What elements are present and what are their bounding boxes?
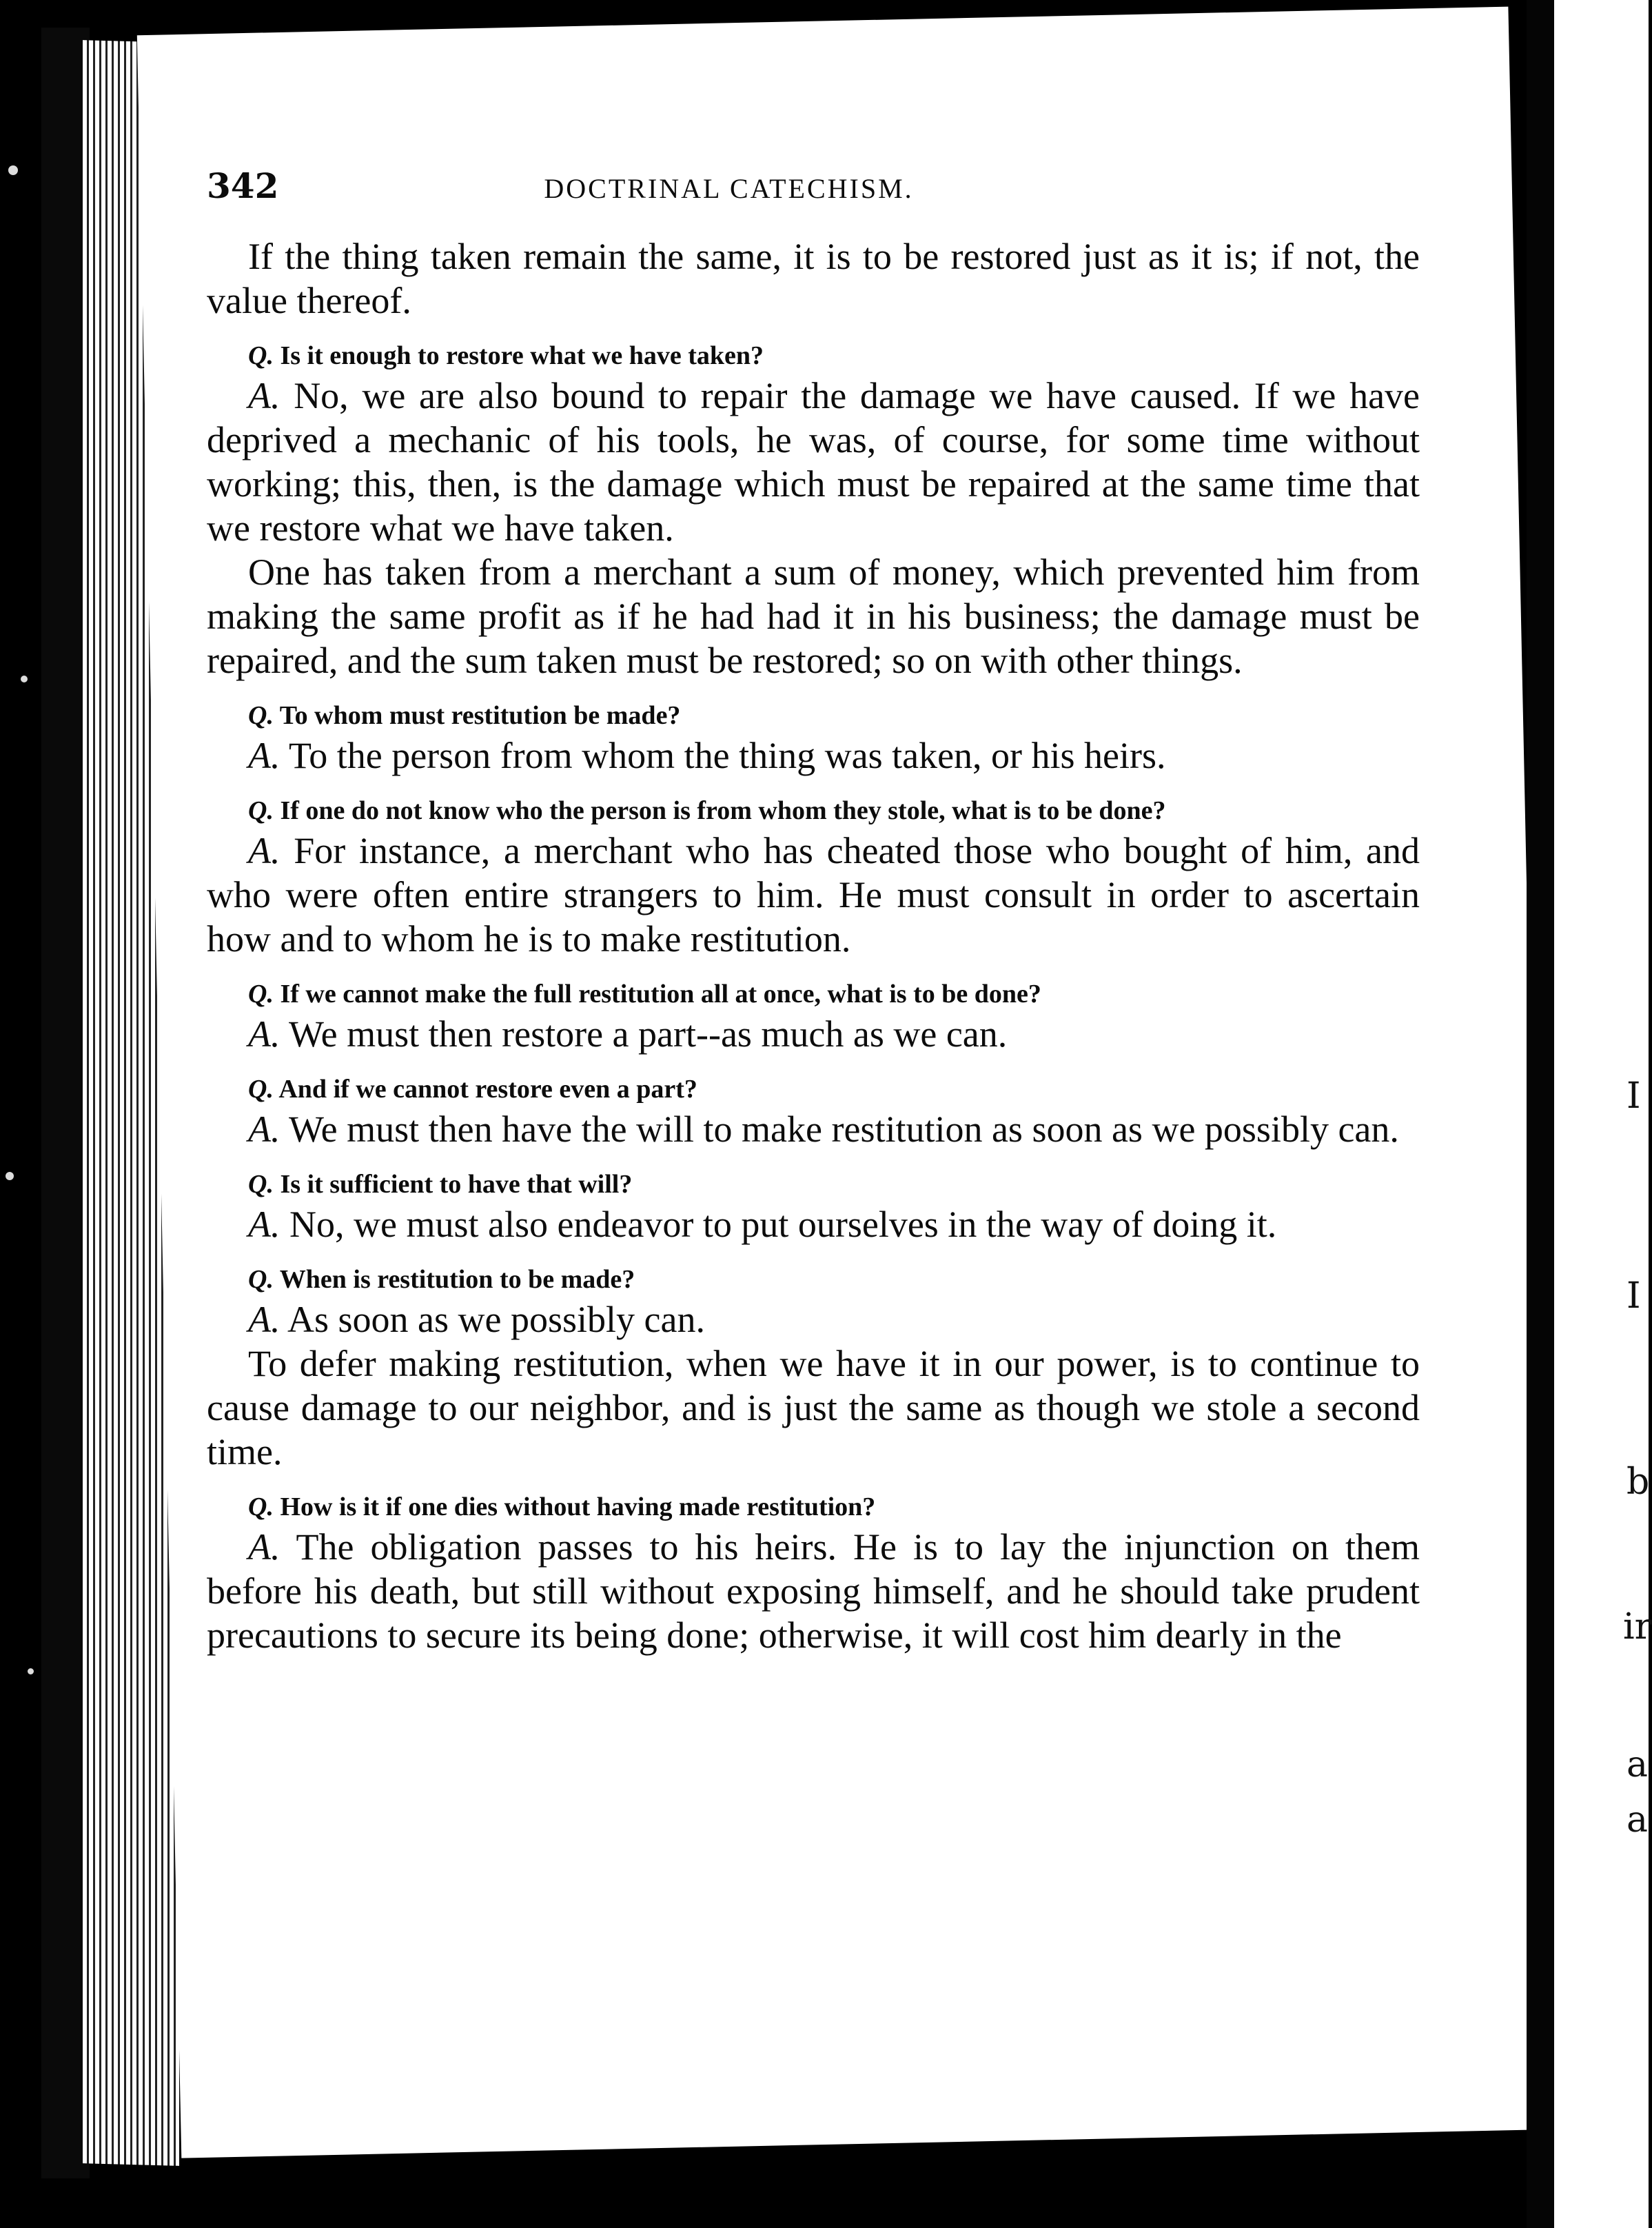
question-label: Q. [248, 1265, 274, 1294]
answer-label: A. [248, 830, 281, 871]
question [207, 698, 1420, 733]
answer-text: No, we are also bound to repair the damage we have caused. If we have deprived a mechanic of his tools, he was, of course, for some time without working; this, then, is the damage which must be repaired at the same time that we restore what we have taken. [207, 375, 1420, 549]
question [207, 1071, 1420, 1107]
answer-text: We must then restore a part--as much as we can. [289, 1013, 1008, 1055]
answer [207, 374, 1420, 550]
answer-text: The obligation passes to his heirs. He is to lay the injunction on them before his death, but still without exposing himself, and he should take prudent precautions to secure its being done; otherwise, it will cost him dearly in the [207, 1526, 1420, 1656]
answer-text: For instance, a merchant who has cheated those who bought of him, and who were often entire strangers to him. He must consult in order to ascertain how and to whom he is to make restitution. [207, 830, 1420, 960]
facing-page-fragment: ir [1623, 1606, 1652, 1648]
scan-speck [6, 1172, 14, 1180]
paragraph: To defer making restitution, when we have it in our power, is to continue to cause damage to our neighbor, and is just the same as though we stole a second time. [207, 1343, 1420, 1472]
answer-label: A. [248, 1204, 281, 1245]
answer [207, 1012, 1420, 1056]
facing-page-fragment: a [1626, 1799, 1649, 1841]
answer-text: As soon as we possibly can. [287, 1299, 705, 1340]
answer-text: No, we must also endeavor to put ourselves in the way of doing it. [289, 1204, 1277, 1245]
question-text: If one do not know who the person is from whom they stole, what is to be done? [280, 796, 1166, 825]
question-text: If we cannot make the full restitution all at once, what is to be done? [280, 980, 1041, 1009]
answer-label: A. [248, 1299, 281, 1340]
question [207, 976, 1420, 1012]
answer-label: A. [248, 1108, 281, 1150]
page-text [207, 165, 1420, 1657]
page-number: 342 [207, 165, 279, 206]
question-label: Q. [248, 1492, 274, 1521]
question-text: How is it if one dies without having made restitution? [280, 1492, 876, 1521]
answer [207, 1525, 1420, 1657]
question [207, 793, 1420, 829]
question [207, 338, 1420, 374]
gutter-shadow [1527, 0, 1554, 2228]
question-text: And if we cannot restore even a part? [278, 1075, 697, 1104]
facing-page-fragment: I [1626, 1275, 1641, 1317]
answer-label: A. [248, 375, 281, 416]
question [207, 1166, 1420, 1202]
facing-page-fragment: b [1626, 1461, 1650, 1503]
answer-text: To the person from whom the thing was taken, or his heirs. [289, 735, 1166, 776]
question-label: Q. [248, 796, 274, 825]
body-text [207, 234, 1420, 1657]
paragraph: One has taken from a merchant a sum of money, which prevented him from making the same profit as if he had had it in his business; the damage must be repaired, and the sum taken must be restored; so on with other things. [207, 551, 1420, 681]
facing-page-fragment: I [1626, 1075, 1641, 1117]
running-head: DOCTRINAL CATECHISM. [544, 173, 914, 204]
question-text: When is restitution to be made? [279, 1265, 635, 1294]
question-label: Q. [248, 701, 274, 730]
question [207, 1262, 1420, 1297]
scan-speck [8, 165, 18, 175]
answer [207, 829, 1420, 961]
answer [207, 733, 1420, 778]
question-label: Q. [248, 980, 274, 1009]
scan-speck [28, 1668, 34, 1674]
answer-text: We must then have the will to make restitution as soon as we possibly can. [289, 1108, 1399, 1150]
answer [207, 1202, 1420, 1246]
question-label: Q. [248, 1075, 274, 1104]
answer [207, 1297, 1420, 1341]
answer-label: A. [248, 1526, 281, 1568]
question-text: Is it enough to restore what we have taken? [280, 341, 764, 370]
scan-speck [21, 676, 28, 682]
question-label: Q. [248, 341, 274, 370]
answer-label: A. [248, 735, 281, 776]
answer-label: A. [248, 1013, 281, 1055]
paragraph: If the thing taken remain the same, it is to be restored just as it is; if not, the value thereof. [207, 236, 1420, 321]
question-text: Is it sufficient to have that will? [280, 1170, 633, 1199]
question [207, 1489, 1420, 1525]
page-header [207, 165, 1420, 214]
question-text: To whom must restitution be made? [279, 701, 681, 730]
answer [207, 1107, 1420, 1151]
question-label: Q. [248, 1170, 274, 1199]
facing-page-fragment: a [1626, 1744, 1649, 1785]
